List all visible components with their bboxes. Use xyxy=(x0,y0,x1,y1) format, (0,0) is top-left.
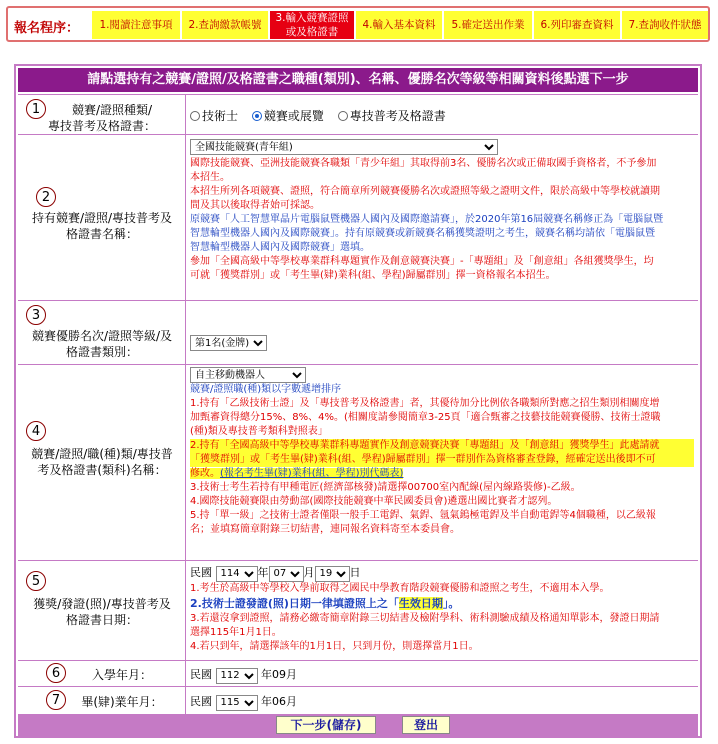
label-date-line2: 格證書日期： xyxy=(65,613,138,627)
rank-select[interactable] xyxy=(190,335,267,351)
form-action-bar xyxy=(18,714,698,736)
name-note-1b: 本招生。 xyxy=(190,172,230,183)
date-note-3a: 3.若還沒拿到證照，請務必繳寄簡章附錄三切結書及檢附學科、術科測驗成績及格通知單影本，發證日期請 xyxy=(190,612,660,624)
step-number-1: 1 xyxy=(26,99,46,119)
category-note-2c: 修改。 xyxy=(190,468,220,479)
name-note-1 xyxy=(190,157,694,185)
step-basic-info[interactable]: 4.輸入基本資料 xyxy=(356,11,442,39)
type-radio-group xyxy=(190,107,446,124)
category-note-2b: 「獲獎群別」或「考生畢(肄)業科(組、學程)歸屬群別」擇一群別作為資格審查登錄，經確定送出後即不可 xyxy=(190,453,694,467)
step-query-receipt[interactable]: 7.查詢收件狀態 xyxy=(622,11,708,39)
category-note-1 xyxy=(190,397,694,439)
name-note-2a: 本招生所列各項競賽、證照，符合簡章所列競賽優勝名次或證照等級之證明文件，限於高級中等學校就讀期 xyxy=(190,186,660,197)
row-graduate-date xyxy=(18,686,698,714)
enroll-prefix: 民國 xyxy=(190,668,212,681)
label-award-date xyxy=(18,561,186,660)
step-query-payment[interactable]: 2.查詢繳款帳號 xyxy=(182,11,268,39)
award-year-select[interactable] xyxy=(216,566,258,582)
step-number-4: 4 xyxy=(26,421,46,441)
radio-professional-exam[interactable] xyxy=(338,109,446,123)
step-number-7: 7 xyxy=(46,690,66,710)
label-rank-line1: 競賽優勝名次/證照等級/及 xyxy=(31,329,173,343)
step-confirm-submit[interactable]: 5.確定送出作業 xyxy=(444,11,532,39)
label-category-line1: 競賽/證照/職(種)類/專技普 xyxy=(31,447,173,461)
category-note-5b: 名；並填寫簡章附錄三切結書，連同報名資料寄至本委員會。 xyxy=(190,524,460,535)
row-award-date xyxy=(18,560,698,660)
enroll-suffix: 年09月 xyxy=(261,668,297,681)
row-certificate-name xyxy=(18,134,698,300)
step-number-6: 6 xyxy=(46,663,66,683)
step-number-2: 2 xyxy=(36,187,56,207)
name-note-2 xyxy=(190,185,694,213)
row-certificate-type xyxy=(18,94,698,134)
step-enter-certificate[interactable] xyxy=(270,11,354,39)
certificate-form xyxy=(14,64,702,738)
step-enter-certificate-line2: 或及格證書 xyxy=(285,26,339,38)
category-note-2a: 2.持有「全國高級中等學校專業群科專題實作及創意競賽決賽「專題組」及「創意組」獲獎學生」此處請就 xyxy=(190,439,694,453)
label-category-line2: 考及格證書(類科)名稱： xyxy=(37,463,167,477)
label-name-line1: 持有競賽/證照/專技普考及 xyxy=(31,211,173,225)
category-note-5 xyxy=(190,509,694,537)
category-note-1b: 加甄審資得總分15%、8%、4%。(相關度請參閱簡章3-25頁「適合甄審之技藝技能競賽優勝、技術士證職 xyxy=(190,412,661,423)
label-name-line2: 格證書名稱： xyxy=(65,227,138,241)
graduate-year-select[interactable] xyxy=(216,695,258,711)
radio-competition-circle[interactable] xyxy=(252,111,262,121)
category-note-5a: 5.持「單一級」之技術士證者僅限一般手工電銲、氣銲、氬氣鎢極電銲及半自動電銲等4個職種，以乙級報 xyxy=(190,510,656,521)
date-month-unit: 月 xyxy=(303,566,315,579)
name-note-3b: 智慧輪型機器人國內及國際競賽」。持有原競賽或新競賽名稱獲獎證明之考生，競賽名稱均請依「電腦鼠暨 xyxy=(190,228,655,239)
label-type-line1: 競賽/證照種類/ xyxy=(71,103,153,117)
date-note-1: 1.考生於高級中等學校入學前取得之國民中學教育階段競賽優勝和證照之考生，不適用本入學。 xyxy=(190,582,610,594)
registration-progress-bar xyxy=(6,6,710,42)
label-category xyxy=(18,365,186,560)
date-note-3 xyxy=(190,612,694,640)
row-category xyxy=(18,364,698,560)
radio-professional-exam-label: 專技普考及格證書 xyxy=(349,109,446,123)
name-note-4 xyxy=(190,255,694,283)
label-certificate-type xyxy=(18,95,186,134)
certificate-name-select[interactable] xyxy=(190,139,498,155)
graduate-prefix: 民國 xyxy=(190,695,212,708)
date-day-unit: 日 xyxy=(349,566,361,579)
radio-professional-exam-circle[interactable] xyxy=(338,111,348,121)
date-prefix: 民國 xyxy=(190,566,212,579)
label-graduate-text: 畢(肄)業年月： xyxy=(81,695,163,709)
department-code-link[interactable]: (報名考生畢(肄)業科(組、學程)別代碼表) xyxy=(220,468,404,479)
graduate-suffix: 年06月 xyxy=(261,695,297,708)
radio-technician-label: 技術士 xyxy=(202,109,239,123)
category-select[interactable] xyxy=(190,367,306,383)
step-number-5: 5 xyxy=(26,571,46,591)
label-rank xyxy=(18,301,186,364)
step-enter-certificate-line1: 3.輸入競賽證照 xyxy=(275,12,349,24)
label-enroll-text: 入學年月： xyxy=(91,668,152,682)
category-sort-note: 競賽/證照職(種)類以字數遞增排序 xyxy=(190,384,342,395)
date-year-unit: 年 xyxy=(257,566,269,579)
award-date-picker xyxy=(190,564,694,582)
label-date-line1: 獲獎/發證(照)/專技普考及 xyxy=(33,597,171,611)
label-rank-line2: 格證書類別： xyxy=(65,345,138,359)
date-note-4: 4.若只到年，請選擇該年的1月1日，只到月份，則選擇當月1日。 xyxy=(190,640,479,652)
row-rank xyxy=(18,300,698,364)
step-read-notice[interactable]: 1.閱讀注意事項 xyxy=(92,11,180,39)
date-note-2a: 2.技術士證發證(照)日期一律填證照上之「 xyxy=(190,596,399,610)
logout-button[interactable]: 登出 xyxy=(402,716,450,734)
name-note-1a: 國際技能競賽、亞洲技能競賽各職類「青少年組」其取得前3名、優勝名次或正備取國手資格者，不予參加 xyxy=(190,158,657,169)
radio-competition-label: 競賽或展覽 xyxy=(263,109,324,123)
label-graduate-date xyxy=(18,687,186,714)
step-number-3: 3 xyxy=(26,305,46,325)
name-note-3a: 原競賽「人工智慧單晶片電腦鼠暨機器人國內及國際邀請賽」，於2020年第16屆競賽名稱修正為「電腦鼠暨 xyxy=(190,214,664,225)
category-note-3: 3.技術士考生若持有甲種電匠(經濟部核發)請選擇00700室內配線(屋內線路裝修)-乙級。 xyxy=(190,482,581,493)
name-note-3c: 智慧輪型機器人國內及國際競賽」選填。 xyxy=(190,242,370,253)
category-note-1a: 1.持有「乙級技術士證」及「專技普考及格證書」者，其優待加分比例依各職類所對應之招生類別相關度增 xyxy=(190,398,660,409)
row-enroll-date xyxy=(18,660,698,686)
radio-technician[interactable] xyxy=(190,109,238,123)
next-save-button[interactable]: 下一步(儲存) xyxy=(276,716,376,734)
category-note-2 xyxy=(190,439,694,481)
award-day-select[interactable] xyxy=(315,566,350,582)
label-enroll-date xyxy=(18,661,186,686)
date-note-2c: 」。 xyxy=(442,596,460,610)
category-note-4: 4.國際技能競賽限由勞動部(國際技能競賽中華民國委員會)遴選出國比賽者才認列。 xyxy=(190,496,558,507)
name-note-2b: 間及其以後取得者始可採認。 xyxy=(190,200,320,211)
radio-competition[interactable] xyxy=(252,109,324,123)
date-note-2-effective-date: 生效日期 xyxy=(398,596,443,610)
date-note-3b: 選擇115年1月1日。 xyxy=(190,626,282,638)
progress-label: 報名程序： xyxy=(14,21,80,36)
form-header: 請點選持有之競賽/證照/及格證書之職種(類別)、名稱、優勝名次等級等相關資料後點選下一步 xyxy=(18,68,698,92)
label-type-line2: 專技普考及格證書： xyxy=(47,119,156,133)
category-note-1c: (種)類及專技普考類科對照表」 xyxy=(190,426,328,437)
award-month-select[interactable] xyxy=(269,566,304,582)
name-note-4b: 可就「獲獎群別」或「考生畢(肄)業科(組、學程)歸屬群別」擇一資格報名本招生。 xyxy=(190,270,556,281)
label-certificate-name xyxy=(18,135,186,300)
name-note-3 xyxy=(190,213,694,255)
step-print-review[interactable]: 6.列印審查資料 xyxy=(534,11,620,39)
date-note-2 xyxy=(190,596,694,612)
enroll-year-select[interactable] xyxy=(216,668,258,684)
name-note-4a: 參加「全國高級中等學校專業群科專題實作及創意競賽決賽」-「專題組」及「創意組」各組獲獎學生，均 xyxy=(190,256,654,267)
radio-technician-circle[interactable] xyxy=(190,111,200,121)
